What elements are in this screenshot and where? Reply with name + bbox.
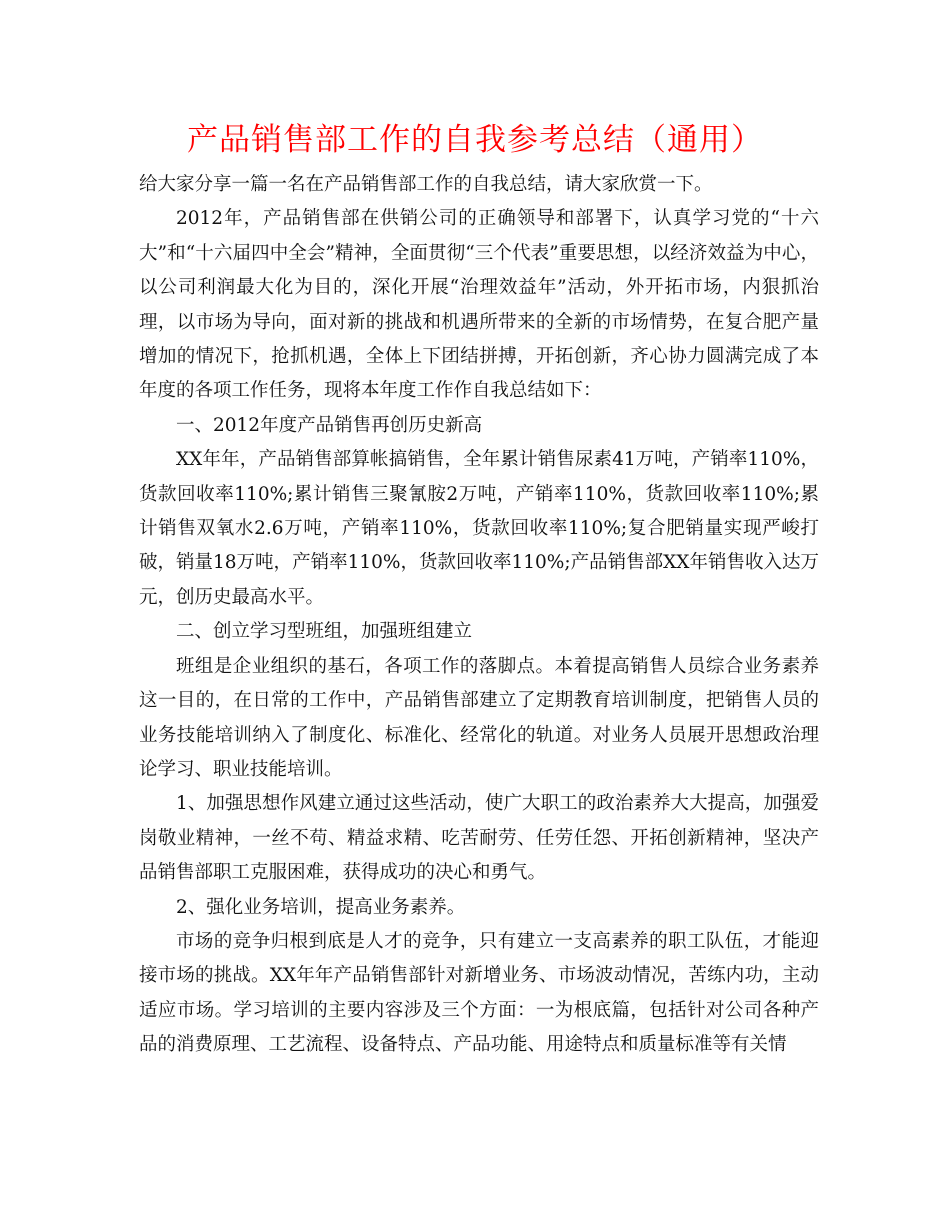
paragraph-sales-figures: XX年年，产品销售部算帐搞销售，全年累计销售尿素41万吨，产销率110%，货款回收率110%;累计销售三聚氰胺2万吨，产销率110%，货款回收率110%;累计销售双氧水2.6万吨，产销率110%，货款回收率110%;复合肥销量实现严峻打破，销量18万吨，产销率110%，货款回收率110%;产品销售部XX年销售收入达万元，创历史最高水平。 — [139, 449, 819, 608]
section-heading-2: 二、创立学习型班组，加强班组建立 — [176, 621, 473, 643]
paragraph-item-1: 1、加强思想作风建立通过这些活动，使广大职工的政治素养大大提高，加强爱岗敬业精神，一丝不苟、精益求精、吃苦耐劳、任劳任怨、开拓创新精神，坚决产品销售部职工克服困难，获得成功的决心和勇气。 — [139, 793, 819, 884]
paragraph-competition: 市场的竞争归根到底是人才的竞争，只有建立一支高素养的职工队伍，才能迎接市场的挑战。XX年年产品销售部针对新增业务、市场波动情况，苦练内功，主动适应市场。学习培训的主要内容涉及三个方面：一为根底篇，包括针对公司各种产品的消费原理、工艺流程、设备特点、产品功能、用途特点和质量标准等有关情 — [139, 930, 819, 1056]
paragraph-overview: 2012年，产品销售部在供销公司的正确领导和部署下，认真学习党的“十六大”和“十六届四中全会”精神，全面贯彻“三个代表”重要思想，以经济效益为中心，以公司利润最大化为目的，深化开展“治理效益年”活动，外开拓市场，内狠抓治理，以市场为导向，面对新的挑战和机遇所带来的全新的市场情势，在复合肥产量增加的情况下，抢抓机遇，全体上下团结拼搏，开拓创新，齐心协力圆满完成了本年度的各项工作任务，现将本年度工作作自我总结如下： — [139, 208, 819, 402]
document-title: 产品销售部工作的自我参考总结（通用） — [187, 122, 763, 158]
document-body — [139, 168, 819, 1063]
paragraph-intro: 给大家分享一篇一名在产品销售部工作的自我总结，请大家欣赏一下。 — [139, 174, 713, 195]
paragraph-item-2: 2、强化业务培训，提高业务素养。 — [176, 896, 466, 918]
section-heading-1: 一、2012年度产品销售再创历史新高 — [176, 414, 483, 436]
paragraph-team-building: 班组是企业组织的基石，各项工作的落脚点。本着提高销售人员综合业务素养这一目的，在日常的工作中，产品销售部建立了定期教育培训制度，把销售人员的业务技能培训纳入了制度化、标准化、经常化的轨道。对业务人员展开思想政治理论学习、职业技能培训。 — [139, 655, 819, 780]
